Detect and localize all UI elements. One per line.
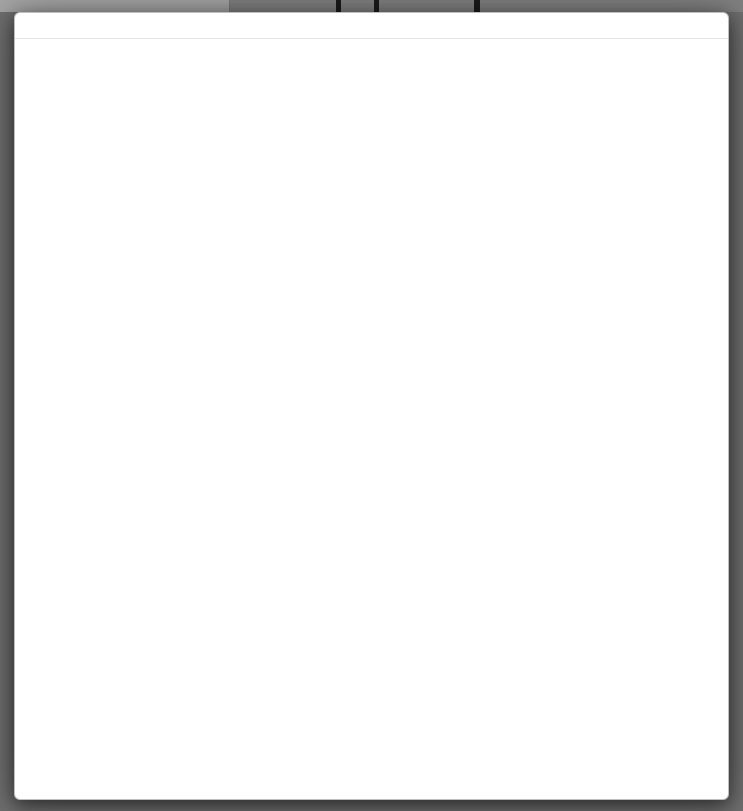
column-left [35,59,374,79]
occluded-heading-fragment [336,0,341,12]
occluded-sidebar-area [0,0,229,12]
modal-body [15,39,728,99]
occluded-sidebar-divider [229,0,230,12]
occluded-page-top [0,0,743,12]
occluded-heading-fragment [374,0,379,12]
column-right [374,59,713,79]
modal-header [15,13,728,39]
occluded-heading-fragment [474,0,480,12]
help-modal [14,12,729,800]
